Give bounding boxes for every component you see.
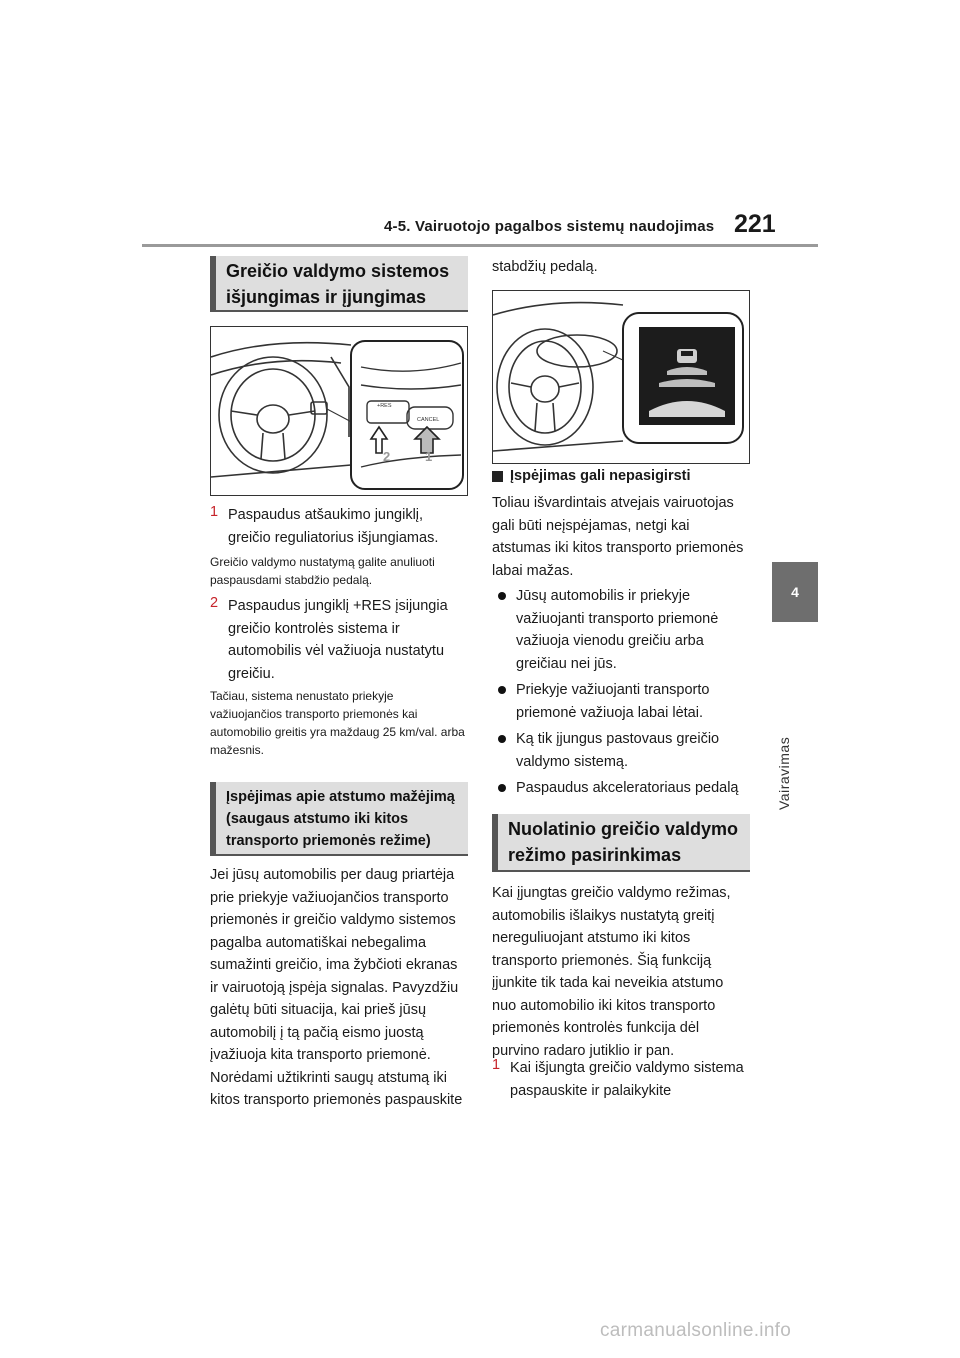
cancel-button-label: CANCEL: [417, 417, 440, 423]
list-item-text: Paspaudus akceleratoriaus pedalą: [516, 780, 739, 796]
res-button-label: +RES: [377, 403, 392, 409]
list-item-text: Jūsų automobilis ir priekyje važiuojanti transporto priemonė važiuoja vienodu greičiu arba greičiau nei jūs.: [516, 588, 719, 672]
square-bullet-icon: [492, 471, 503, 482]
section-heading-constant-speed-mode: Nuolatinio greičio valdymo režimo pasirinkimas: [492, 814, 750, 872]
step-text: Paspaudus atšaukimo jungiklį, greičio reguliatorius išjungiamas.: [228, 507, 439, 546]
note-speed-limit: Tačiau, sistema nenustato priekyje važiuojančios transporto priemonės kai automobilio greitis yra maždaug 25 km/val. arba mažesnis.: [210, 689, 465, 757]
watermark: carmanualsonline.info: [600, 1320, 792, 1341]
bullet-icon: [498, 592, 506, 600]
bullet-list-conditions: [492, 585, 750, 804]
running-header-title: 4-5. Vairuotojo pagalbos sistemų naudojimas: [384, 218, 715, 235]
step-text: Paspaudus jungiklį +RES įsijungia greičio kontrolės sistema ir automobilis vėl važiuoja nustatytu greičiu.: [228, 598, 448, 682]
list-item: [492, 679, 750, 724]
figure-display-warning: [492, 290, 750, 464]
section-heading-cruise-on-off: Greičio valdymo sistemos išjungimas ir įjungimas: [210, 256, 468, 312]
vehicle-ahead-icon: [677, 349, 697, 363]
step-number: 2: [210, 595, 219, 611]
step-text: Kai išjungta greičio valdymo sistema paspauskite ir palaikykite: [510, 1060, 744, 1099]
subheading-warning-may-not-sound: [492, 468, 750, 484]
bullet-icon: [498, 686, 506, 694]
page-number: 221: [734, 210, 776, 238]
step-number: 1: [492, 1057, 501, 1073]
section-heading-distance-warning: Įspėjimas apie atstumo mažėjimą (saugaus atstumo iki kitos transporto priemonės režime): [210, 782, 468, 856]
figure-steering-switch: [210, 326, 468, 496]
note-brake-cancel: Greičio valdymo nustatymą galite anuliuoti paspausdami stabdžio pedalą.: [210, 555, 435, 587]
steering-wheel-illustration: [211, 327, 467, 495]
callout-2: 2: [383, 449, 391, 464]
header-rule: [142, 244, 818, 247]
dashboard-display-illustration: [493, 291, 749, 463]
bullet-icon: [498, 784, 506, 792]
subheading-text: Įspėjimas gali nepasigirsti: [510, 468, 691, 484]
step-1-constant-speed: [492, 1057, 750, 1102]
callout-1: 1: [425, 449, 433, 464]
chapter-tab: 4: [772, 562, 818, 622]
step-1: [210, 504, 468, 549]
list-item: [492, 777, 750, 800]
list-item: [492, 728, 750, 773]
paragraph-continuation: stabdžių pedalą.: [492, 259, 598, 275]
list-item-text: Ką tik įjungus pastovaus greičio valdymo sistemą.: [516, 731, 720, 770]
bullet-icon: [498, 735, 506, 743]
paragraph-distance-warning: Jei jūsų automobilis per daug priartėja prie priekyje važiuojančios transporto priemonės ir greičio valdymo sistemos pagalba automatiškai nebegalima sumažinti greičio, ima žybčioti ekranas ir vairuotoją įspėja signalas. Pavyzdžiu galėtų būti situacija, kai prieš jūsų automobilį į tą pačią eismo juostą įvažiuoja kita transporto priemonė. Norėdami užtikrinti saugų atstumą iki kitos transporto priemonės paspauskite: [210, 867, 463, 1108]
chapter-tab-label: Vairavimas: [776, 736, 792, 810]
step-2: [210, 595, 468, 685]
list-item: [492, 585, 750, 675]
paragraph-conditions: Toliau išvardintais atvejais vairuotojas gali būti neįspėjamas, netgi kai atstumas iki kitos transporto priemonės labai mažas.: [492, 495, 744, 579]
list-item-text: Priekyje važiuojanti transporto priemonė važiuoja labai lėtai.: [516, 682, 710, 721]
step-number: 1: [210, 504, 219, 520]
paragraph-constant-speed: Kai įjungtas greičio valdymo režimas, automobilis išlaikys nustatytą greitį nereguliuojant atstumo iki kitos transporto priemonės. Šią funkciją įjunkite tik tada kai neveikia atstumo nuo automobilio iki kitos transporto priemonės kontrolės funkcija dėl purvino radaro jutiklio ir pan.: [492, 885, 731, 1059]
